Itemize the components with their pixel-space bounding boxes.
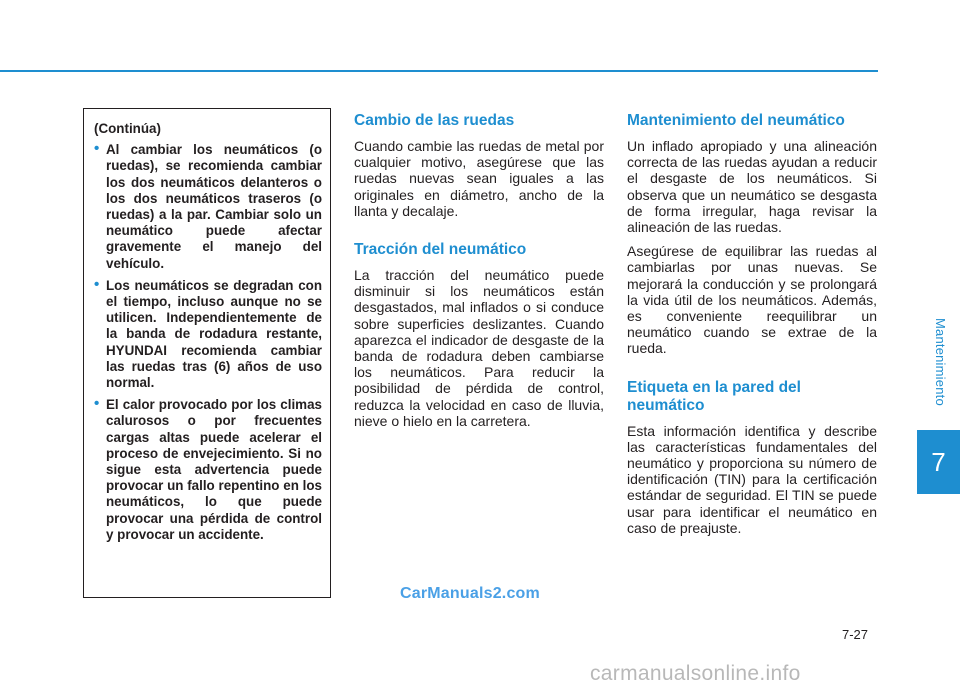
chapter-number-tab[interactable] [917, 430, 960, 494]
warning-item-text: Al cambiar los neumáticos (o ruedas), se recomienda cambiar los dos neumáticos delanteros o los dos neumáticos traseros (o ruedas) a la par. Cambiar solo un neumático puede afectar gravemente el manejo del vehículo. [106, 142, 322, 271]
cambio-text: Cuando cambie las ruedas de metal por cualquier motivo, asegúrese que las ruedas nuevas sean iguales a las originales en diámetro, ancho de la llanta y decalaje. [354, 138, 604, 219]
warning-list [94, 142, 322, 543]
warning-item-text: El calor provocado por los climas calurosos o por frecuentes cargas altas puede acelerar el proceso de envejecimiento. Si no sigue esta advertencia puede provocar un fallo repentino en los neumáticos, lo que puede provocar una pérdida de control y provocar un accidente. [106, 397, 322, 542]
bullet-icon: • [94, 275, 100, 293]
mantenimiento-text-2: Asegúrese de equilibrar las ruedas al cambiarlas por unas nuevas. Se mejorará la conducción y se prolongará la vida útil de los neumáticos. Además, es conveniente reequilibrar un neumático cuando se extrae de la rueda. [627, 243, 877, 357]
warning-item [94, 275, 322, 391]
page-number: 7-27 [842, 627, 869, 642]
continued-label: (Continúa) [94, 121, 161, 136]
watermark-link[interactable]: CarManuals2.com [400, 585, 540, 602]
bullet-icon: • [94, 140, 100, 158]
mantenimiento-text-1: Un inflado apropiado y una alineación correcta de las ruedas ayudan a reducir el desgaste de los neumáticos. Si observa que un neumático se desgasta de forma irregular, haga revisar la alineación de las ruedas. [627, 138, 877, 236]
traccion-text: La tracción del neumático puede disminuir si los neumáticos están desgastados, mal inflados o si conduce sobre superficies deslizantes. Cuando aparezca el indicador de desgaste de la banda de rodadura deben cambiarse los neumáticos. Para reducir la posibilidad de pérdida de control, reduzca la velocidad en caso de lluvia, nieve o hielo en la carretera. [354, 267, 604, 429]
right-column [627, 112, 877, 544]
bullet-icon: • [94, 395, 100, 413]
traccion-heading: Tracción del neumático [354, 241, 527, 259]
mantenimiento-heading: Mantenimiento del neumático [627, 112, 845, 129]
footer-watermark: carmanualsonline.info [590, 662, 801, 685]
warning-box [83, 108, 331, 598]
etiqueta-text: Esta información identifica y describe las características fundamentales del neumático y proporciona su número de identificación (TIN) para la certificación estándar de seguridad. El TIN se puede usar para identificar el neumático en caso de preajuste. [627, 422, 877, 536]
cambio-heading: Cambio de las ruedas [354, 112, 515, 129]
warning-item-text: Los neumáticos se degradan con el tiempo, incluso aunque no se utilicen. Independientemente de la banda de rodadura restante, HYUNDAI recomienda cambiar las ruedas tras (6) años de uso normal. [106, 277, 322, 391]
warning-item [94, 397, 322, 543]
etiqueta-heading: Etiqueta en la pared del neumático [627, 378, 801, 414]
warning-item [94, 142, 322, 272]
chapter-number: 7 [931, 446, 946, 477]
middle-column [354, 112, 604, 437]
header-rule [0, 70, 878, 72]
section-label: Mantenimiento [933, 318, 948, 406]
